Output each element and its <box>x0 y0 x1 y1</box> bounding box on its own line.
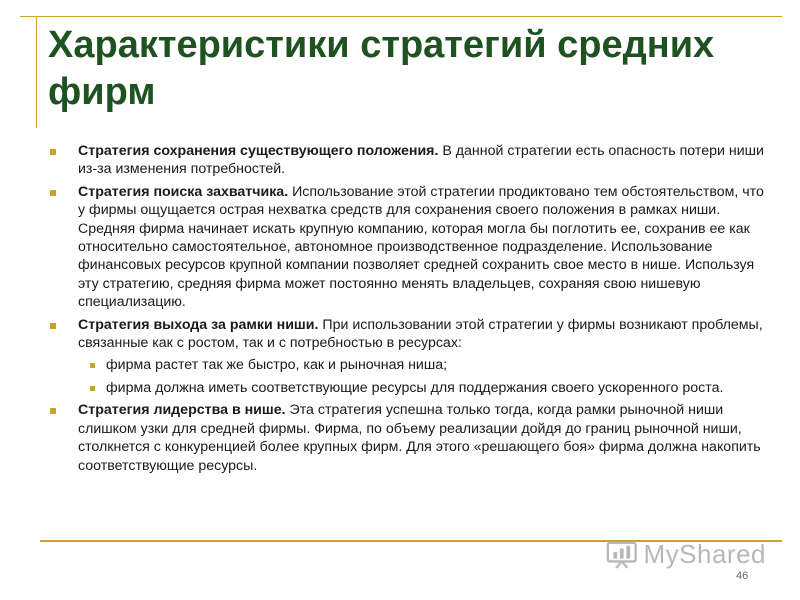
slide-content <box>46 142 766 479</box>
sub-bullet-icon <box>90 386 95 391</box>
list-item <box>46 183 766 312</box>
item-text: Эта стратегия успешна только тогда, когда рамки рыночной ниши слишком узки для средней фирмы. Фирма, по объему реализации дойдя до границ рыночной ниши, столкнется с конкуренцией более крупных фирм. Для этого «решающего боя» фирма должна накопить соответствующие ресурсы. <box>78 402 761 474</box>
list-item <box>46 401 766 475</box>
item-heading: Стратегия сохранения существующего положения. <box>78 143 439 159</box>
item-text: В данной стратегии есть опасность потери ниши из-за изменения потребностей. <box>78 143 764 178</box>
sub-list-item <box>46 379 766 397</box>
list-item <box>46 142 766 179</box>
bullet-icon <box>50 323 56 329</box>
item-text: При использовании этой стратегии у фирмы возникают проблемы, связанные как с ростом, так и с потребностью в ресурсах: <box>78 316 763 352</box>
myshared-logo-icon <box>606 538 638 570</box>
strategy-list <box>46 142 766 475</box>
sub-item-text: фирма растет так же быстро, как и рыночная ниша; <box>106 357 448 374</box>
sub-list <box>78 356 766 397</box>
slide-title: Характеристики стратегий средних фирм <box>48 24 715 113</box>
sub-item-text: фирма должна иметь соответствующие ресурсы для поддержания своего ускоренного роста. <box>106 379 724 396</box>
page-number: 46 <box>736 570 749 582</box>
watermark-logo <box>606 536 766 572</box>
item-heading: Стратегия поиска захватчика. <box>78 183 289 200</box>
title-accent-line <box>36 16 37 128</box>
list-item <box>46 316 766 398</box>
item-heading: Стратегия выхода за рамки ниши. <box>78 316 319 333</box>
item-text: Использование этой стратегии продиктовано тем обстоятельством, что у фирмы ощущается острая нехватка средств для сохранения своего положения в рамках ниши. Средняя фирма начинает искать крупную компанию, которая могла бы поглотить ее, сохранив ее как относительно самостоятельное, автономное производственное подразделение. Использование финансовых ресурсов крупной компании позволяет средней сохранить свое место в нише. Используя эту стратегию, средняя фирма может постоянно менять владельцев, сохраняя свою нишевую специализацию. <box>78 183 764 311</box>
bullet-icon <box>50 149 56 155</box>
top-divider <box>20 16 782 17</box>
sub-bullet-icon <box>90 363 95 368</box>
item-heading: Стратегия лидерства в нише. <box>78 402 286 419</box>
bullet-icon <box>50 190 56 196</box>
sub-list-item <box>46 356 766 374</box>
watermark-text: MyShared <box>643 538 766 569</box>
bullet-icon <box>50 408 56 414</box>
